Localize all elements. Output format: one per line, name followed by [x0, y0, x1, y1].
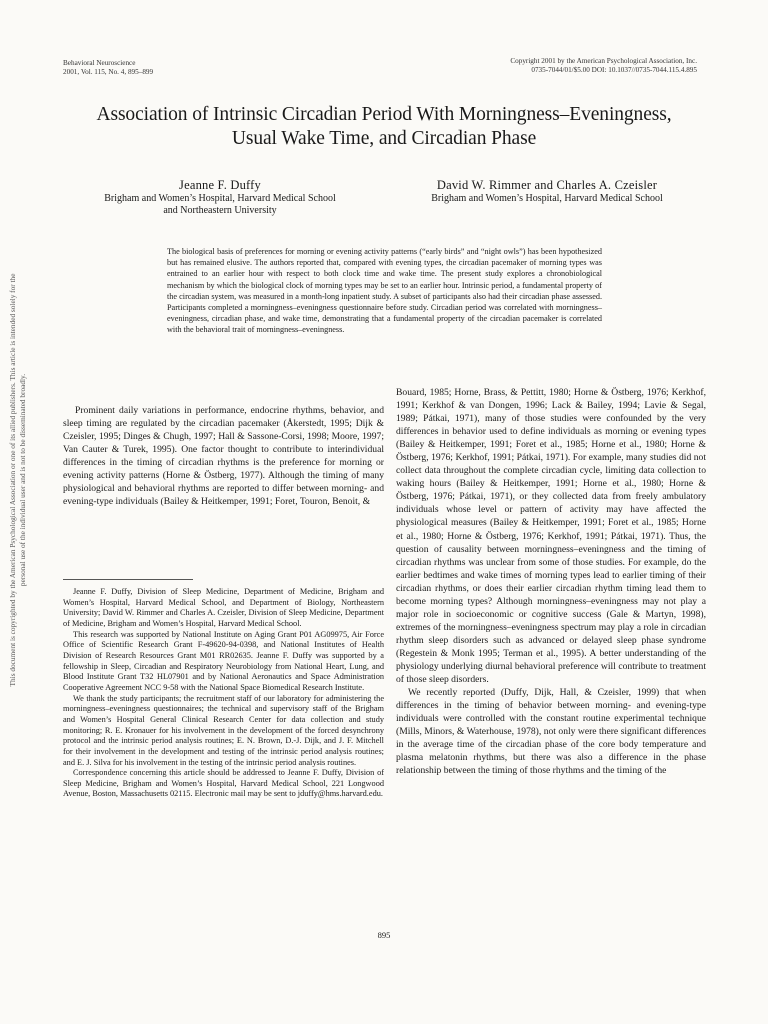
page-number: 895: [377, 930, 391, 940]
article-title: [40, 103, 728, 151]
volume-info: 2001, Vol. 115, No. 4, 895–899: [63, 68, 154, 76]
footnote-affiliations: Jeanne F. Duffy, Division of Sleep Medicine, Department of Medicine, Brigham and Women’s Hospital, Harvard Medical School, and Department of Biology, Northeastern University; David W. Rimmer and Charles A. Czeisler, Division of Sleep Medicine, Department of Medicine, Brigham and Women’s Hospital, Harvard Medical School.: [63, 587, 384, 628]
footnote-correspondence: Correspondence concerning this article should be addressed to Jeanne F. Duffy, Division of Sleep Medicine, Brigham and Women’s Hospital, Harvard Medical School, 221 Longwood Avenue, Boston, Massachusetts 02115. Electronic mail may be sent to jduffy@hms.harvard.edu.: [63, 768, 384, 799]
copyright-sidebar-notice: This document is copyrighted by the American Psychological Association or one of its allied publishers. This article is intended solely for the personal use of the individual user and is not to be disseminated broadly.: [8, 273, 27, 687]
doi-line: 0735-7044/01/$5.00 DOI: 10.1037//0735-7044.115.4.895: [531, 66, 697, 74]
author-affiliation: Brigham and Women’s Hospital, Harvard Medical School: [431, 193, 663, 204]
body-paragraph: Prominent daily variations in performance, endocrine rhythms, behavior, and sleep timing are regulated by the circadian pacemaker (Åkerstedt, 1995; Dijk & Czeisler, 1995; Dinges & Chugh, 1997; Hall & Sassone-Corsi, 1998; Moore, 1997; Van Cauter & Turek, 1995). One factor thought to contribute to interindividual differences in the timing of circadian rhythms is the preference for morning or evening activity patterns (Horne & Östberg, 1977). Although the timing of many physiological and behavioral rhythms are reported to differ between morning- and evening-type individuals (Bailey & Heitkemper, 1991; Foret, Touron, Benoit, &: [63, 405, 384, 508]
title-line-1: Association of Intrinsic Circadian Period With Morningness–Eveningness,: [96, 104, 672, 125]
author-affiliation: Brigham and Women’s Hospital, Harvard Medical School: [104, 193, 336, 204]
copyright-header: [510, 57, 697, 75]
title-line-2: Usual Wake Time, and Circadian Phase: [231, 128, 537, 149]
journal-header: [63, 59, 153, 77]
author-notes: [63, 587, 384, 800]
copyright-line: Copyright 2001 by the American Psychological Association, Inc.: [510, 57, 697, 65]
journal-name: Behavioral Neuroscience: [63, 59, 136, 67]
author-name: David W. Rimmer and Charles A. Czeisler: [436, 178, 658, 192]
body-column-right: [396, 386, 706, 777]
author-block-2: [392, 177, 702, 205]
footnote-divider: [63, 579, 193, 580]
footnote-funding: This research was supported by National Institute on Aging Grant P01 AG09975, Air Force Office of Scientific Research Grant F-49620-94-0398, and National Institutes of Health Division of Research Resources Grant M01 RR02635. Jeanne F. Duffy was supported by a fellowship in Sleep, Circadian and Respiratory Neurobiology from National Heart, Lung, and Blood Institute Grant T32 HL07901 and by National Aeronautics and Space Administration Cooperative Agreement NCC 9-58 with the National Space Biomedical Research Institute.: [63, 629, 384, 692]
body-paragraph: Bouard, 1985; Horne, Brass, & Pettitt, 1980; Horne & Östberg, 1976; Kerkhof, 1991; Kerkhof & van Dongen, 1996; Lack & Bailey, 1994; Lavie & Segal, 1989; Pátkai, 1971), many of those studies were confounded by the very differences in behavior used to define individuals as morning or evening types (Bailey & Heitkemper, 1991; Foret et al., 1985; Horne et al., 1980; Horne & Östberg, 1976; Kerkhof, 1991; Pátkai, 1971). For example, many studies did not collect data throughout the complete circadian cycle, limiting data collection to waking hours (Bailey & Heitkemper, 1991; Horne et al., 1980; Horne & Östberg, 1976; Pátkai, 1971), or they collected data from freely ambulatory individuals whose level or pattern of activity may have affected the physiological measures (Bailey & Heitkemper, 1991; Foret et al., 1985; Horne et al., 1980; Horne & Östberg, 1976; Kerkhof, 1991; Pátkai, 1971). Thus, the question of causality between morningness–eveningness and the timing of circadian rhythms was unclear from some of those studies. For example, do the earlier bedtimes and wake times of morning types lead to earlier timing of their circadian rhythms, or does their earlier circadian rhythm timing lead them to become morning types? Although morningness–eveningness may not play a major role in socioeconomic or cognitive success (Gale & Martyn, 1998), extremes of the morningness–eveningness spectrum may play a role in circadian rhythm sleep disorders such as advanced or delayed sleep phase syndrome (Regestein & Monk 1995; Terman et al., 1995). A better understanding of the physiology underlying diurnal behavioral preference will contribute to treatment of those sleep disorders.: [396, 387, 706, 686]
author-affiliation: and Northeastern University: [163, 205, 277, 216]
author-block-1: [75, 177, 365, 217]
author-name: Jeanne F. Duffy: [179, 178, 261, 192]
body-column-left: [63, 404, 384, 508]
footnote-acknowledgments: We thank the study participants; the recruitment staff of our laboratory for administering the morningness–eveningness questionnaires; the technical and supervisory staff of the Brigham and Women’s Hospital General Clinical Research Center for data collection and study monitoring; R. E. Kronauer for his involvement in the development of the forced desynchrony protocol and the intrinsic period analysis routines; E. N. Brown, D.-J. Dijk, and J. F. Mitchell for their involvement in the development and testing of the intrinsic period analysis routines; and E. J. Silva for his involvement in the testing of the intrinsic period analysis routines.: [63, 693, 384, 767]
body-paragraph: We recently reported (Duffy, Dijk, Hall, & Czeisler, 1999) that when differences in the timing of behavior between morning- and evening-type individuals were controlled with the constant routine experimental technique (Mills, Minors, & Waterhouse, 1978), not only were there significant differences in the average time of the circadian phase of the core body temperature and plasma melatonin rhythms, but there was also a difference in the phase relationship between the timing of those rhythms and the timing of the: [396, 687, 706, 777]
abstract: The biological basis of preferences for morning or evening activity patterns (“early birds” and “night owls”) has been hypothesized but has remained elusive. The authors reported that, compared with evening types, the circadian pacemaker of morning types was entrained to an earlier hour with respect to both clock time and wake time. The present study explores a chronobiological mechanism by which the biological clock of morning types may be set to an earlier hour. Intrinsic period, a fundamental property of the circadian system, was measured in a month-long inpatient study. A subset of participants also had their circadian phase assessed. Participants completed a morningness–eveningness questionnaire before study. Circadian period was correlated with morningness–eveningness, circadian phase, and wake time, demonstrating that a fundamental property of the circadian pacemaker is correlated with the behavioral trait of morningness–eveningness.: [167, 247, 602, 335]
